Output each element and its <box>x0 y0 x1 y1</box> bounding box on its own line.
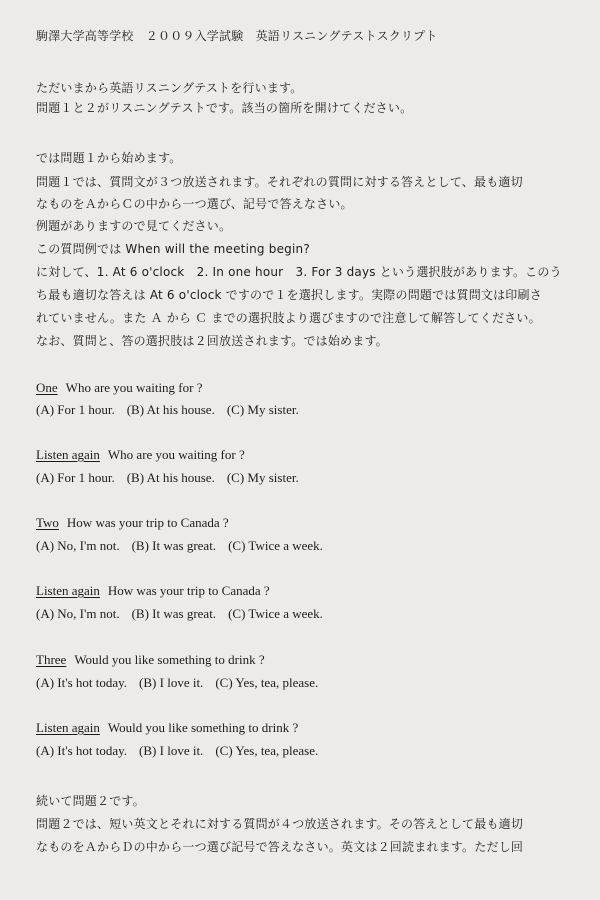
part2-line: 続いて問題２です。 <box>36 794 145 808</box>
option-a: (A) No, I'm not. <box>36 538 120 553</box>
question-text: Would you like something to drink ? <box>107 720 299 735</box>
question-text: Would you like something to drink ? <box>74 652 265 667</box>
question-text: Who are you waiting for ? <box>107 447 245 462</box>
question-text: How was your trip to Canada ? <box>66 515 229 530</box>
option-c: (C) Yes, tea, please. <box>215 743 319 758</box>
question-line <box>36 720 298 736</box>
part1-line: なものをＡからＣの中から一つ選び、記号で答えなさい。 <box>36 197 353 211</box>
question-label: Two <box>36 515 59 530</box>
option-a: (A) For 1 hour. <box>36 402 115 417</box>
part2-line: 問題２では、短い英文とそれに対する質問が４つ放送されます。その答えとして最も適切 <box>36 817 524 831</box>
options-line <box>36 538 335 554</box>
options-line <box>36 743 336 759</box>
option-a: (A) For 1 hour. <box>36 470 115 485</box>
option-b: (B) It was great. <box>131 538 217 553</box>
option-b: (B) It was great. <box>131 606 217 621</box>
document-header: 駒澤大学高等学校 ２００９入学試験 英語リスニングテストスクリプト <box>36 29 438 43</box>
option-b: (B) I love it. <box>139 675 204 690</box>
question-line <box>36 515 229 531</box>
option-b: (B) At his house. <box>126 470 215 485</box>
option-c: (C) My sister. <box>226 402 299 417</box>
question-line <box>36 652 265 668</box>
part1-line: この質問例では When will the meeting begin? <box>36 242 310 256</box>
part1-line: では問題１から始めます。 <box>36 151 182 165</box>
option-c: (C) My sister. <box>226 470 299 485</box>
question-label: Listen again <box>36 447 100 462</box>
options-line <box>36 606 335 622</box>
part1-line: れていません。また Ａ から Ｃ までの選択肢より選びますので注意して解答してください。 <box>36 311 541 325</box>
option-a: (A) It's hot today. <box>36 743 128 758</box>
part1-line: に対して、1. At 6 o'clock 2. In one hour 3. For 3 days という選択肢があります。このう <box>36 265 562 279</box>
options-line <box>36 402 311 418</box>
question-label: Listen again <box>36 720 100 735</box>
question-text: Who are you waiting for ? <box>65 380 203 395</box>
question-label: One <box>36 380 58 395</box>
question-text: How was your trip to Canada ? <box>107 583 270 598</box>
option-a: (A) It's hot today. <box>36 675 128 690</box>
intro-line: ただいまから英語リスニングテストを行います。 <box>36 81 303 95</box>
part1-line: なお、質問と、答の選択肢は２回放送されます。では始めます。 <box>36 334 388 348</box>
question-line <box>36 447 245 463</box>
option-c: (C) Twice a week. <box>228 538 323 553</box>
option-a: (A) No, I'm not. <box>36 606 120 621</box>
intro-line: 問題１と２がリスニングテストです。該当の箇所を開けてください。 <box>36 101 413 115</box>
option-b: (B) At his house. <box>126 402 215 417</box>
question-line <box>36 380 202 396</box>
options-line <box>36 675 336 691</box>
part1-line: 問題１では、質問文が３つ放送されます。それぞれの質問に対する答えとして、最も適切 <box>36 175 523 189</box>
question-line <box>36 583 270 599</box>
options-line <box>36 470 311 486</box>
question-label: Listen again <box>36 583 100 598</box>
part1-line: 例題がありますので見てください。 <box>36 219 232 233</box>
question-label: Three <box>36 652 67 667</box>
option-b: (B) I love it. <box>139 743 204 758</box>
part1-line: ち最も適切な答えは At 6 o'clock ですので１を選択します。実際の問題では質問文は印刷さ <box>36 288 542 302</box>
option-c: (C) Yes, tea, please. <box>215 675 319 690</box>
part2-line: なものをＡからＤの中から一つ選び記号で答えなさい。英文は２回読まれます。ただし回 <box>36 840 524 854</box>
option-c: (C) Twice a week. <box>228 606 323 621</box>
